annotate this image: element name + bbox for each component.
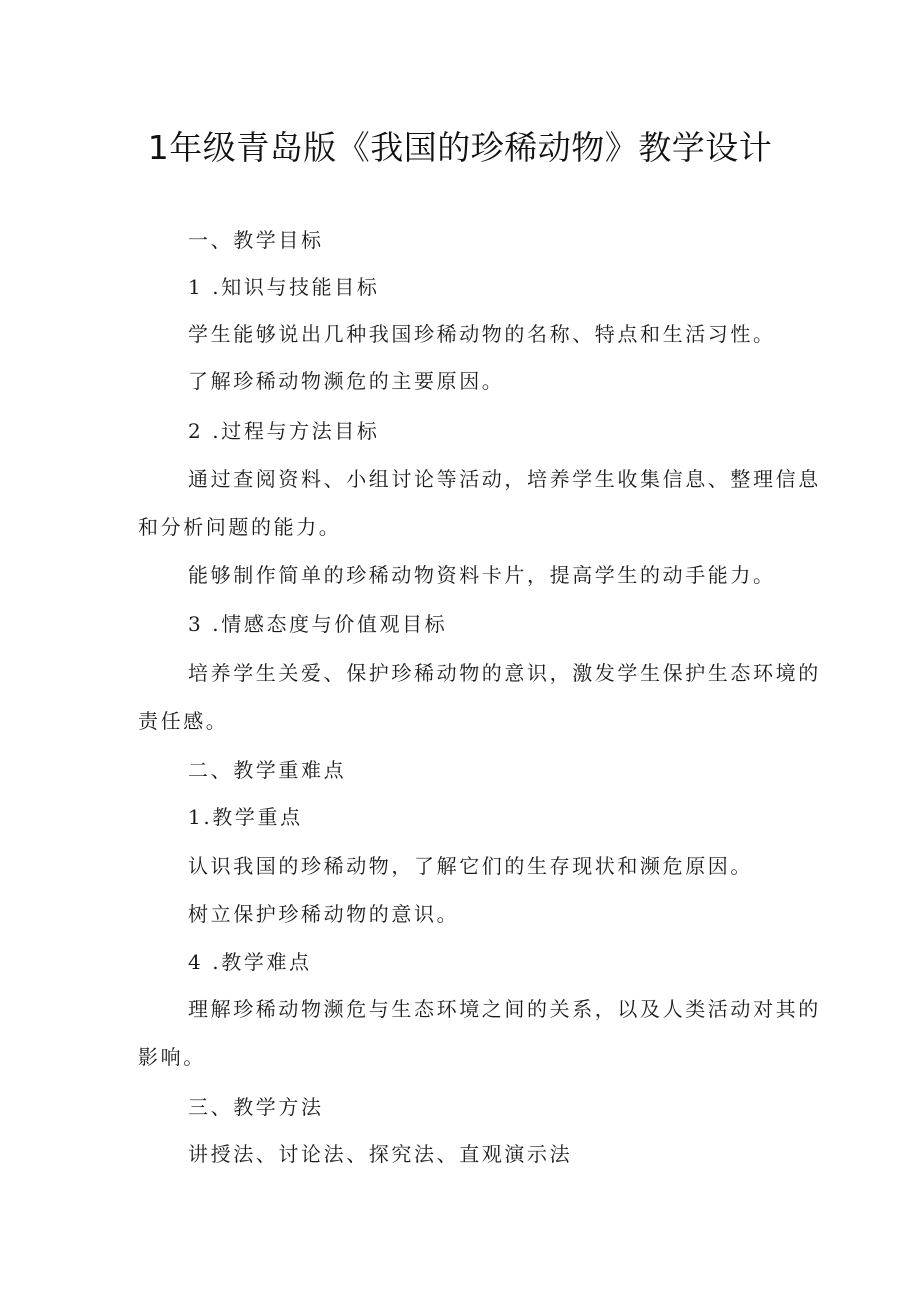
subheading-process-methods: 2 .过程与方法目标 xyxy=(188,419,380,443)
paragraph-line: 通过查阅资料、小组讨论等活动，培养学生收集信息、整理信息 xyxy=(188,467,821,491)
section-heading-teaching-goals: 一、教学目标 xyxy=(188,228,324,252)
paragraph-line: 影响。 xyxy=(138,1045,206,1069)
paragraph: 学生能够说出几种我国珍稀动物的名称、特点和生活习性。 xyxy=(188,322,776,346)
paragraph: 讲授法、讨论法、探究法、直观演示法 xyxy=(188,1142,573,1166)
paragraph-line: 和分析问题的能力。 xyxy=(138,515,342,539)
paragraph: 能够制作简单的珍稀动物资料卡片，提高学生的动手能力。 xyxy=(188,563,776,587)
subheading-teaching-focus: 1.教学重点 xyxy=(188,805,303,829)
section-heading-key-points: 二、教学重难点 xyxy=(188,758,347,782)
paragraph-line: 培养学生关爱、保护珍稀动物的意识，激发学生保护生态环境的 xyxy=(188,661,821,685)
section-heading-teaching-methods: 三、教学方法 xyxy=(188,1095,324,1119)
paragraph: 树立保护珍稀动物的意识。 xyxy=(188,902,460,926)
subheading-teaching-difficulty: 4 .教学难点 xyxy=(188,950,312,974)
paragraph-line: 理解珍稀动物濒危与生态环境之间的关系，以及人类活动对其的 xyxy=(188,997,821,1021)
paragraph-line: 责任感。 xyxy=(138,709,229,733)
subheading-knowledge-skills: 1 .知识与技能目标 xyxy=(188,275,380,299)
document-title: 1年级青岛版《我国的珍稀动物》教学设计 xyxy=(147,128,773,167)
subheading-emotion-values: 3 .情感态度与价值观目标 xyxy=(188,612,448,636)
paragraph: 了解珍稀动物濒危的主要原因。 xyxy=(188,369,505,393)
paragraph: 认识我国的珍稀动物，了解它们的生存现状和濒危原因。 xyxy=(188,854,753,878)
